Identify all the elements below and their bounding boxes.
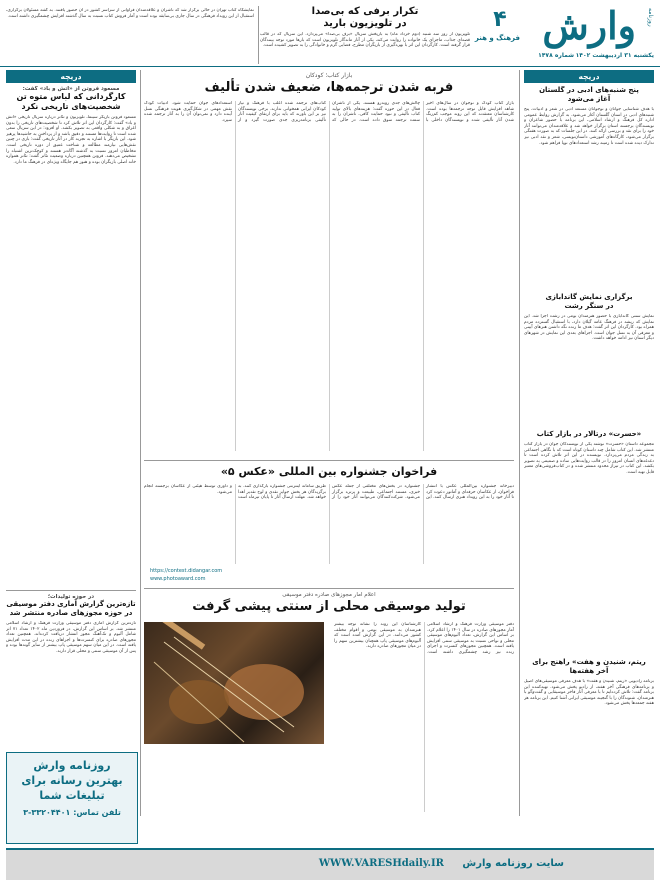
- right-story2-body: نمایش سنتی گاندابازی با حضور هنرمندان بومی در رشت اجرا شد. این نمایش که ریشه در فرهنگ عامه گیلان دارد، با استقبال گسترده مردم همراه بود. کارگردان این اثر گفت: هدف ما زنده نگه داشتن هنرهای آیینی و معرفی آن به نسل جوان است. اجراهای بعدی این نمایش در شهرهای دیگر استان نیز ادامه خواهد داشت.: [524, 314, 654, 342]
- right-story4-title: [524, 658, 654, 676]
- music-story: [144, 592, 514, 816]
- music-photo: [144, 622, 324, 744]
- left-bottom-kicker: در حوزه تولیدات؛: [47, 594, 95, 600]
- music-story-kicker: اعلام آمار مجوزهای صادره دفتر موسیقی: [282, 592, 376, 598]
- left-bottom-title-line1: تازه‌ترین گزارش آماری دفتر موسیقی: [6, 600, 136, 608]
- right-story1-title: [524, 86, 654, 104]
- right-story1-title-line1: پنج شنبه‌های ادبی در گلستان: [539, 86, 639, 94]
- masthead-issue: شماره ۱۴۷۸: [538, 52, 574, 59]
- top-story-title-line2: در تلویزیون بارید: [323, 18, 407, 29]
- top-story: [260, 6, 470, 64]
- ad-line2: بهترین رسانه برای: [21, 774, 123, 787]
- instrument-illustration: [144, 622, 324, 744]
- left-bottom-body: تازه‌ترین گزارش آماری دفتر موسیقی وزارت فرهنگ و ارشاد اسلامی منتشر شد. بر اساس این گزارش، در فروردین ماه ۱۴۰۲ تعداد ۷۱ اثر شامل آلبوم و تک‌آهنگ مجوز انتشار دریافت کرده‌اند. همچنین تعداد مجوزهای صادره برای کنسرت‌ها و اجراهای زنده در این مدت افزایش یافته است. در این میان سهم موسیقی پاپ بیشتر از سایر گونه‌ها بوده و پس از آن موسیقی سنتی و محلی قرار دارند.: [6, 621, 136, 654]
- left-column: [6, 86, 136, 586]
- right-story2-title-line2: در سنگر رشت: [564, 302, 614, 310]
- ad-line1: روزنامه وارش: [33, 759, 111, 772]
- page-number: ۴: [493, 7, 507, 32]
- photo-festival-body: دبیرخانه جشنواره بین‌المللی عکس با انتشار فراخوان، از عکاسان حرفه‌ای و آماتور دعوت کرد تا آثار خود را به این رویداد هنری ارسال کنند. این جشنواره در بخش‌های مختلفی از جمله عکس خبری، مستند اجتماعی، طبیعت و پرتره برگزار می‌شود. شرکت‌کنندگان می‌توانند آثار خود را از طریق سامانه اینترنتی جشنواره بارگذاری کنند. به برگزیدگان هر بخش جوایز نقدی و لوح تقدیر اهدا خواهد شد. مهلت ارسال آثار تا پایان تیرماه است و داوری توسط هیئتی از عکاسان برجسته انجام می‌شود.: [144, 484, 514, 501]
- masthead-date: یکشنبه ۳۱ اردیبهشت ۱۴۰۲: [575, 52, 654, 59]
- left-bottom-title-line2: در حوزه مجوزهای صادره منتشر شد: [9, 609, 133, 617]
- right-story3-title: «حسرت» درتالار در بازار کتاب: [536, 430, 642, 438]
- photo-festival-title: فراخوان جشنواره بین المللی «عکس ۵»: [220, 465, 438, 478]
- right-story1-title-line2: آغاز می‌شود: [567, 95, 611, 103]
- center-story-title: فربه شدن ترجمه‌ها، ضعیف شدن تألیف: [204, 80, 454, 95]
- left-story-body: مسعود فروتن بازیگر سینما، تلویزیون و تئاتر درباره سریال تاریخی «آتش و باد» گفت: کارگردان این اثر تلاش کرد تا شخصیت‌های تاریخی را بدون اغراق و به شکلی واقعی به تصویر بکشد. او افزود: در این سریال سعی شده است تا روایت‌ها مستند و دقیق باشد و از پرداختن به حاشیه‌ها پرهیز شود. این بازیگر با اشاره به تجربه کار در آثار تاریخی گفت: بازی در چنین نقش‌هایی نیازمند مطالعه و شناخت عمیق از دوره تاریخی است. مخاطبان امروز نسبت به گذشته آگاه‌تر هستند و کوچک‌ترین اشتباه را تشخیص می‌دهند. فروتن همچنین درباره وضعیت تئاتر گفت: تئاتر همواره خانه اصلی بازیگران بوده و هنوز هم جایگاه ویژه‌ای در فرهنگ ما دارد.: [6, 115, 136, 165]
- left-story-title-line1: کارگردانی که لباس متوه تن: [16, 92, 126, 101]
- ad-line3: تبلیغات شما: [39, 789, 105, 802]
- footer-url[interactable]: WWW.VARESHdaily.IR: [318, 858, 444, 869]
- masthead: [524, 4, 654, 66]
- right-story4-title-line2: آخر هفته‌ها: [569, 667, 609, 675]
- right-story1-body: با هدف شناسایی جوانان و نوجوانان مستعد ادبی در شعر و ادبیات، پنج شنبه‌های ادبی در استان گلستان آغاز می‌شود. به گزارش روابط عمومی اداره کل فرهنگ و ارشاد اسلامی، این برنامه با حضور شاعران و نویسندگان برجسته استان برگزار خواهد شد و علاقه‌مندان می‌توانند آثار خود را برای نقد و بررسی ارائه کنند. در این جلسات که به صورت هفتگی برگزار می‌شود، کارگاه‌های آموزشی داستان‌نویسی، شعر و نقد ادبی نیز تدارک دیده شده است تا زمینه رشد استعدادهای نوپا فراهم شود.: [524, 107, 654, 146]
- right-story2-title-line1: برگزاری نمایش گاندابازی: [545, 293, 633, 301]
- left-story-kicker: مسعود فروتن از «آتش و باد» گفت:: [22, 86, 120, 92]
- right-story4-body: برنامه رادیویی «ریتم، شنیدن و هفت» با هدف معرفی موسیقی‌های اصیل و برنامه‌های فرهنگی آخر هفته، از رادیو پخش می‌شود. تهیه‌کننده این برنامه گفت: تلاش کرده‌ایم تا با معرفی آثار فاخر موسیقایی و گفت‌وگو با هنرمندان، شنوندگان را با گنجینه موسیقی ایرانی آشنا کنیم. این برنامه هر هفته جمعه‌ها پخش می‌شود.: [524, 679, 654, 707]
- center-story-kicker: بازار کتاب؛ کودکان: [305, 72, 353, 79]
- right-column-badge: دریچه: [524, 70, 654, 83]
- right-story3-body: مجموعه داستان «حسرت» نوشته یکی از نویسندگان جوان در بازار کتاب منتشر شد. این کتاب شامل چند داستان کوتاه است که با نگاهی اجتماعی به زندگی مردم می‌پردازد. نویسنده در این اثر تلاش کرده است تا دغدغه‌های انسان امروز را در قالب روایت‌هایی ساده و صمیمی به تصویر بکشد. این کتاب در تیراژ محدود منتشر شده و در کتاب‌فروشی‌های معتبر قابل تهیه است.: [524, 442, 654, 475]
- music-story-title: تولید موسیقی محلی از سنتی پیشی گرفت: [192, 599, 466, 614]
- ad-box[interactable]: [6, 752, 138, 844]
- photo-festival-site[interactable]: www.photoaward.com: [150, 576, 206, 582]
- ad-phone: تلفن تماس: ۳۳۲۰۴۴۰۱-۳: [23, 808, 121, 817]
- top-story-body: تلویزیون از روز سه شنبه (دوم خرداد ماه) به بازپخش سریال «برف بی‌صدا» می‌پردازد. این سریال که در قالب قصه‌ای جذاب، ماجرای یک خانواده را روایت می‌کند، یکی از آثار ماندگار تلویزیون است که بارها مورد توجه بینندگان قرار گرفته است. کارگردان این اثر با بهره‌گیری از بازیگران مطرح، فضایی گرم و خانوادگی را به تصویر کشیده است.: [260, 32, 470, 49]
- photo-festival-url[interactable]: https://contest.didangar.com: [150, 568, 223, 574]
- masthead-logo: وارش: [542, 3, 636, 48]
- right-story4-title-line1: ریتم، شنیدن و هفت» راهنج برای: [532, 658, 646, 666]
- music-story-body: دفتر موسیقی وزارت فرهنگ و ارشاد اسلامی آمار مجوزهای صادره در سال ۱۴۰۱ را اعلام کرد. بر اساس این گزارش، تعداد آلبوم‌های موسیقی محلی و نواحی نسبت به موسیقی سنتی افزایش یافته است. همچنین مجوزهای کنسرت و اجرای زنده نیز رشد چشمگیری داشته است. کارشناسان این روند را نشانه توجه بیشتر هنرمندان به موسیقی بومی و اقوام مختلف کشور می‌دانند. در این گزارش آمده است که آلبوم‌های موسیقی پاپ همچنان بیشترین سهم را در میان مجوزهای صادره دارند.: [334, 622, 514, 655]
- left-bottom-story: [6, 594, 136, 744]
- section-header: [474, 6, 520, 62]
- top-story-title: [260, 6, 470, 30]
- center-story-body: بازار کتاب کودک و نوجوان در سال‌های اخیر شاهد افزایش قابل توجه ترجمه‌ها بوده است. کارشناسان معتقدند که این روند موجب کم‌رنگ شدن آثار تألیفی شده و نویسندگان داخلی با چالش‌های جدی روبه‌رو هستند. یکی از ناشران فعال در این حوزه گفت: هزینه‌های بالای تولید کتاب تألیفی و نبود حمایت کافی، ناشران را به سمت ترجمه سوق داده است. در حالی که کتاب‌های ترجمه شده اغلب با فرهنگ و نیاز کودکان ایرانی همخوانی ندارند. برخی نویسندگان نیز بر این باورند که باید برای ارتقای کیفیت آثار تألیفی برنامه‌ریزی جدی صورت گیرد و از استعدادهای جوان حمایت شود. ادبیات کودک نقش مهمی در شکل‌گیری هویت فرهنگی نسل آینده دارد و نمی‌توان آن را به آثار ترجمه شده سپرد.: [144, 101, 514, 123]
- right-story2-title: [524, 293, 654, 311]
- section-label: فرهنگ و هنر: [474, 34, 520, 42]
- left-column-badge: دریچه: [6, 70, 136, 83]
- top-left-body: نمایشگاه کتاب تهران در حالی برگزار شد که ناشران و علاقه‌مندان فراوانی از سراسر کشور در آن حضور یافتند. به گفته مسئولان برگزاری، استقبال از این رویداد فرهنگی در سال جاری بی‌سابقه بوده است و آمار فروش کتاب نسبت به سال گذشته افزایش چشمگیری داشته است.: [6, 8, 254, 19]
- center-story: [144, 72, 514, 456]
- left-story-title: [6, 92, 136, 112]
- masthead-logo-subtitle: روزنامه: [647, 8, 654, 27]
- top-story-title-line1: تکرار برفی که بی‌صدا: [311, 6, 419, 17]
- right-column: [524, 86, 654, 816]
- left-bottom-title: [6, 600, 136, 618]
- left-story-title-line2: شخصیت‌های تاریخی نکرد: [21, 102, 121, 111]
- photo-festival: [144, 464, 514, 584]
- footer-bar: [6, 848, 654, 880]
- footer-label: سایت روزنامه وارش: [462, 858, 564, 869]
